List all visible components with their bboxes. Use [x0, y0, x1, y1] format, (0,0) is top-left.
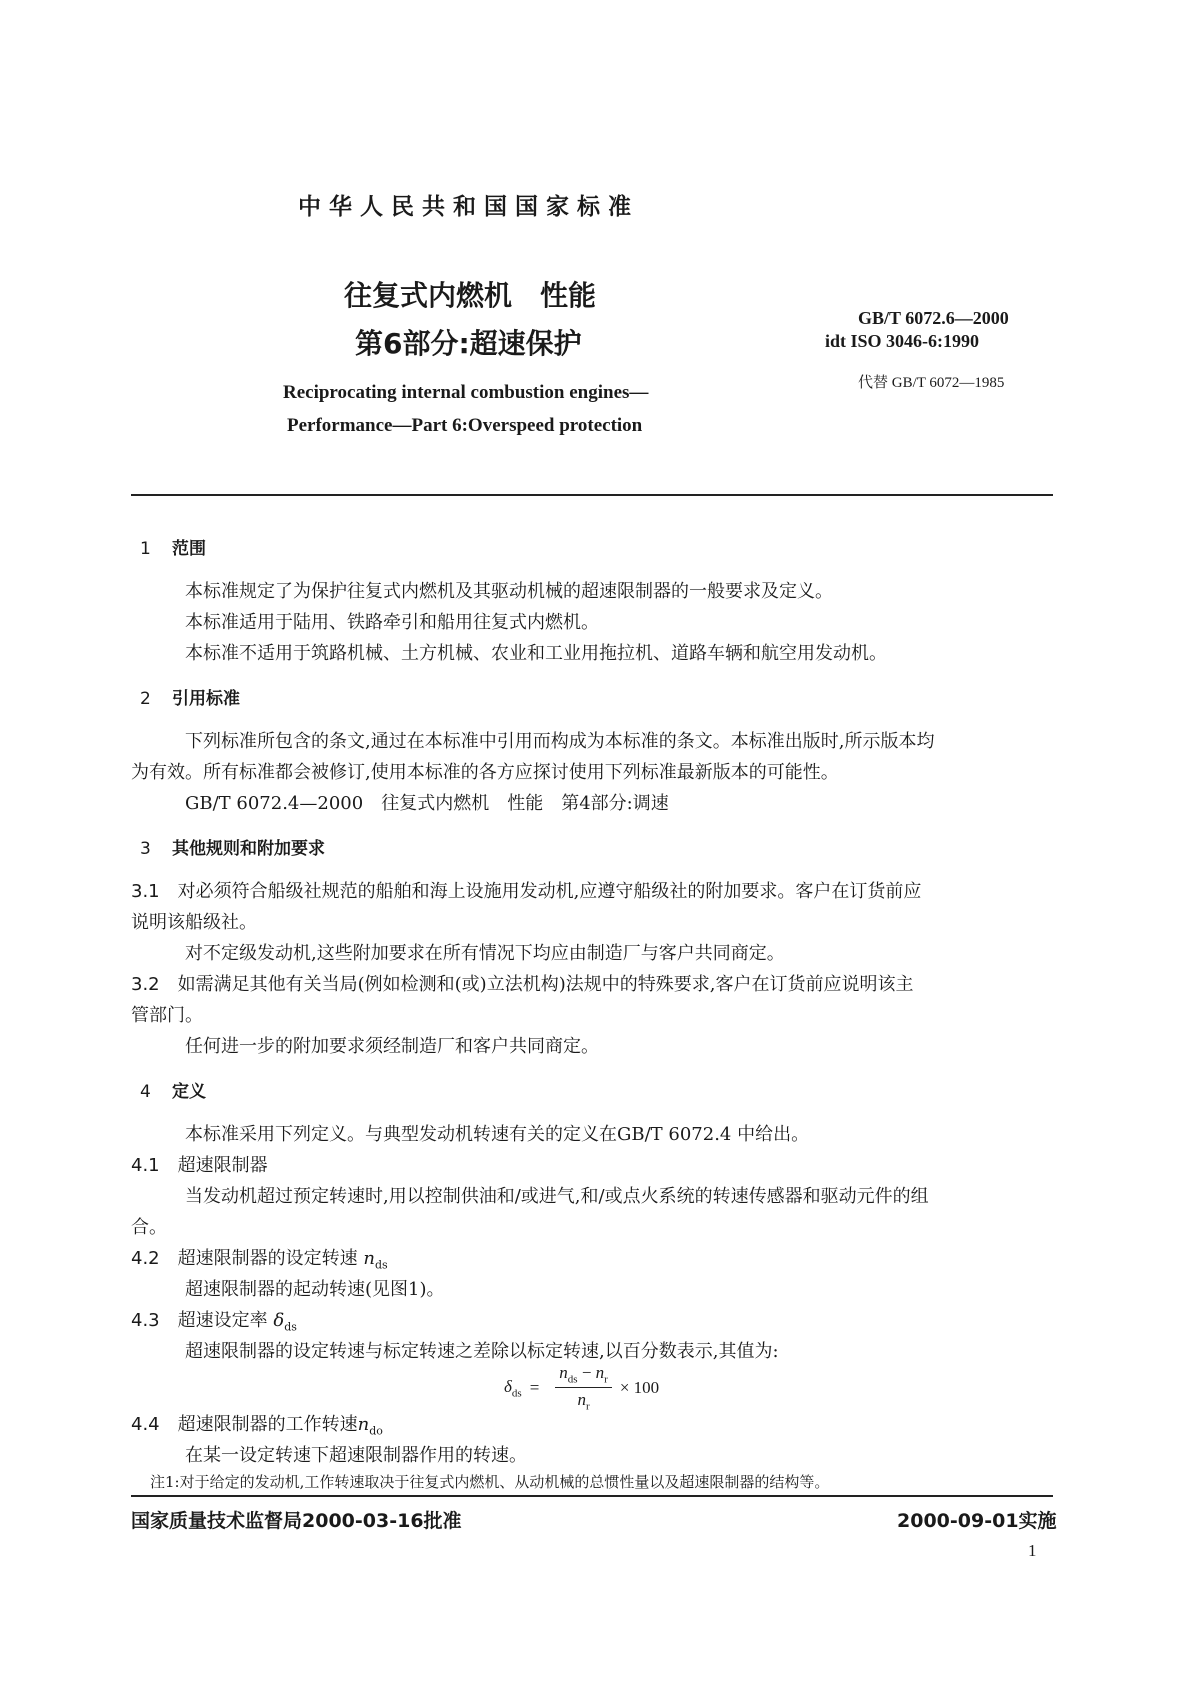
title-cn-line2: 第6部分:超速保护 — [355, 327, 582, 360]
clause-4-4 — [131, 1410, 383, 1438]
section-2-heading — [140, 684, 240, 709]
symbol: δ — [273, 1310, 285, 1331]
section-title: 范围 — [172, 539, 206, 559]
clause-3-2 — [131, 970, 913, 996]
clause-text: 对必须符合船级社规范的船舶和海上设施用发动机,应遵守船级社的附加要求。客户在订货前应 — [177, 881, 922, 902]
clause-4-1 — [131, 1151, 268, 1177]
section-3-heading — [140, 834, 325, 859]
clause-4-3 — [131, 1306, 297, 1334]
formula-denominator: $n_r$ — [577, 1390, 590, 1413]
paragraph: 本标准不适用于筑路机械、土方机械、农业和工业用拖拉机、道路车辆和航空用发动机。 — [185, 643, 887, 664]
paragraph: 对不定级发动机,这些附加要求在所有情况下均应由制造厂与客户共同商定。 — [185, 943, 785, 964]
section-num: 2 — [140, 689, 151, 709]
section-num: 4 — [140, 1082, 151, 1102]
reference-standard: GB/T 6072.4—2000 往复式内燃机 性能 第4部分:调速 — [185, 793, 669, 814]
formula-lhs: $\delta_{ds}$ — [504, 1376, 522, 1400]
clause-3-1 — [131, 877, 921, 903]
symbol-subscript: ds — [374, 1258, 388, 1272]
effective-date: 2000-09-01实施 — [897, 1510, 1057, 1532]
paragraph: 在某一设定转速下超速限制器作用的转速。 — [185, 1445, 527, 1466]
clause-title: 超速限制器的工作转速 — [177, 1414, 358, 1435]
formula-times: × 100 — [619, 1377, 660, 1397]
title-cn-line1: 往复式内燃机 性能 — [344, 279, 597, 312]
top-divider — [131, 494, 1053, 496]
approval-date: 国家质量技术监督局2000-03-16批准 — [131, 1510, 462, 1532]
clause-num: 4.3 — [131, 1310, 160, 1331]
paragraph: 为有效。所有标准都会被修订,使用本标准的各方应探讨使用下列标准最新版本的可能性。 — [131, 762, 839, 783]
paragraph: 合。 — [131, 1217, 167, 1238]
title-en-line1: Reciprocating internal combustion engines— — [283, 382, 649, 403]
symbol: n — [357, 1414, 370, 1435]
clause-title: 超速限制器 — [177, 1155, 268, 1176]
note: 注1:对于给定的发动机,工作转速取决于往复式内燃机、从动机械的总惯性量以及超速限制器的结构等。 — [150, 1473, 830, 1491]
formula — [504, 1363, 659, 1413]
paragraph: 当发动机超过预定转速时,用以控制供油和/或进气,和/或点火系统的转速传感器和驱动元件的组 — [185, 1186, 929, 1207]
formula-eq: = — [529, 1377, 540, 1397]
standard-code: GB/T 6072.6—2000 — [858, 308, 1009, 328]
section-title: 定义 — [172, 1082, 206, 1102]
section-num: 3 — [140, 839, 151, 859]
paragraph: 本标准适用于陆用、铁路牵引和船用往复式内燃机。 — [185, 612, 599, 633]
clause-4-2 — [131, 1244, 388, 1272]
section-1-heading — [140, 534, 206, 559]
symbol-subscript: do — [369, 1424, 383, 1438]
clause-num: 4.2 — [131, 1248, 160, 1269]
section-title: 其他规则和附加要求 — [172, 839, 325, 859]
paragraph: 超速限制器的起动转速(见图1)。 — [185, 1279, 445, 1300]
section-num: 1 — [140, 539, 151, 559]
paragraph: 任何进一步的附加要求须经制造厂和客户共同商定。 — [185, 1036, 599, 1057]
clause-num: 3.1 — [131, 881, 160, 902]
title-en-line2: Performance—Part 6:Overspeed protection — [287, 415, 643, 436]
clause-num: 4.4 — [131, 1414, 160, 1435]
formula-numerator: $n_{ds} - n_r$ — [555, 1363, 612, 1388]
bottom-divider — [131, 1495, 1053, 1497]
section-title: 引用标准 — [172, 689, 240, 709]
paragraph: 超速限制器的设定转速与标定转速之差除以标定转速,以百分数表示,其值为: — [185, 1341, 779, 1362]
paragraph: 本标准规定了为保护往复式内燃机及其驱动机械的超速限制器的一般要求及定义。 — [185, 581, 833, 602]
section-4-heading — [140, 1077, 206, 1102]
paragraph: 下列标准所包含的条文,通过在本标准中引用而构成为本标准的条文。本标准出版时,所示版本均 — [185, 731, 935, 752]
standard-idt: idt ISO 3046-6:1990 — [825, 331, 980, 351]
symbol: n — [363, 1248, 375, 1269]
clause-title: 超速限制器的设定转速 — [177, 1248, 358, 1269]
clause-text: 如需满足其他有关当局(例如检测和(或)立法机构)法规中的特殊要求,客户在订货前应说明该主 — [177, 974, 914, 995]
page-number: 1 — [1028, 1541, 1037, 1560]
symbol-subscript: ds — [284, 1320, 297, 1334]
paragraph: 说明该船级社。 — [131, 912, 257, 933]
standard-replace: 代替 GB/T 6072—1985 — [858, 375, 1005, 391]
clause-num: 4.1 — [131, 1155, 160, 1176]
formula-fraction — [555, 1363, 612, 1413]
paragraph: 管部门。 — [131, 1005, 203, 1026]
paragraph: 本标准采用下列定义。与典型发动机转速有关的定义在GB/T 6072.4 中给出。 — [185, 1124, 810, 1145]
clause-num: 3.2 — [131, 974, 160, 995]
clause-title: 超速设定率 — [177, 1310, 268, 1331]
national-standard-heading: 中华人民共和国国家标准 — [298, 194, 639, 220]
